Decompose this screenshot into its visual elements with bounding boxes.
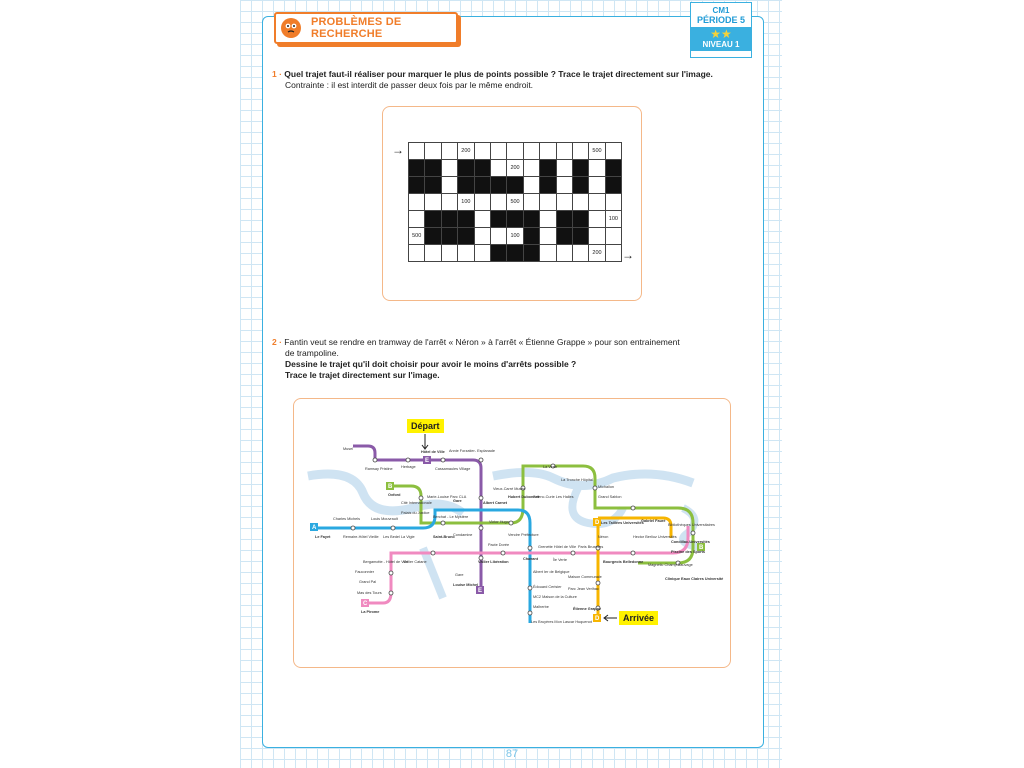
grid-cell[interactable] <box>474 211 490 228</box>
grid-cell-points[interactable]: 100 <box>605 211 621 228</box>
grid-row <box>409 143 622 160</box>
grid-cell-points[interactable]: 100 <box>458 194 474 211</box>
svg-text:Mas des Tours: Mas des Tours <box>357 591 382 595</box>
tram-line-a <box>315 510 530 623</box>
grid-cell[interactable] <box>589 211 605 228</box>
svg-text:Herbage: Herbage <box>401 465 416 469</box>
grid-cell-blocked[interactable] <box>540 160 556 177</box>
svg-text:Musel: Musel <box>343 447 354 451</box>
grid-cell-blocked[interactable] <box>507 177 523 194</box>
svg-text:La Tronche Hôpital: La Tronche Hôpital <box>561 478 593 482</box>
svg-text:Hubert Dubonnet: Hubert Dubonnet <box>508 495 540 499</box>
grid-cell-blocked[interactable] <box>409 177 425 194</box>
grid-cell[interactable] <box>409 211 425 228</box>
grid-cell-blocked[interactable] <box>425 177 441 194</box>
grid-cell[interactable] <box>441 177 457 194</box>
grid-row <box>409 211 622 228</box>
svg-text:Annie Forzatier- Esplanade: Annie Forzatier- Esplanade <box>449 449 496 453</box>
grid-cell-blocked[interactable] <box>409 160 425 177</box>
grid-cell[interactable] <box>425 194 441 211</box>
svg-text:B: B <box>388 484 393 490</box>
grid-cell-points[interactable]: 200 <box>458 143 474 160</box>
svg-text:La Verte: La Verte <box>543 465 558 469</box>
grid-cell[interactable] <box>556 143 572 160</box>
svg-text:Cassamaules Village: Cassamaules Village <box>435 467 471 471</box>
period-label: PÉRIODE 5 <box>696 15 745 25</box>
grid-cell[interactable] <box>425 245 441 262</box>
grid-cell-blocked[interactable] <box>523 211 539 228</box>
grid-cell[interactable] <box>490 194 506 211</box>
svg-text:Néron: Néron <box>598 535 609 539</box>
grid-cell-blocked[interactable] <box>572 211 588 228</box>
grid-cell[interactable] <box>490 228 506 245</box>
svg-text:Le Fayet: Le Fayet <box>315 535 331 539</box>
tram-map[interactable] <box>293 398 731 668</box>
grid-cell[interactable] <box>589 194 605 211</box>
grid-cell[interactable] <box>540 194 556 211</box>
svg-text:Les Bedel La Vigie: Les Bedel La Vigie <box>383 535 415 539</box>
grid-cell[interactable] <box>441 245 457 262</box>
svg-text:Pacte Dorée: Pacte Dorée <box>488 543 510 547</box>
grid-cell-blocked[interactable] <box>556 228 572 245</box>
grid-cell-blocked[interactable] <box>458 160 474 177</box>
grid-cell[interactable] <box>441 194 457 211</box>
svg-text:Cité Internationale: Cité Internationale <box>401 501 432 505</box>
grid-cell[interactable] <box>458 245 474 262</box>
svg-text:Île Verte: Île Verte <box>553 558 567 562</box>
end-label: Arrivée <box>619 611 658 625</box>
grid-cell-blocked[interactable] <box>490 177 506 194</box>
grid-cell-blocked[interactable] <box>458 211 474 228</box>
points-grid[interactable] <box>408 142 622 262</box>
question-2-line1: Fantin veut se rendre en tramway de l'arrêt « Néron » à l'arrêt « Étienne Grappe » pour son entrainement <box>284 337 680 347</box>
svg-text:Marie-Louise Parc CLA: Marie-Louise Parc CLA <box>427 495 467 499</box>
grid-cell-points[interactable]: 500 <box>507 194 523 211</box>
grid-cell-blocked[interactable] <box>425 160 441 177</box>
grid-cell[interactable] <box>409 194 425 211</box>
grid-cell-blocked[interactable] <box>572 228 588 245</box>
svg-text:Michallon: Michallon <box>598 485 615 489</box>
grid-cell[interactable] <box>589 160 605 177</box>
grid-cell-blocked[interactable] <box>474 160 490 177</box>
grid-cell-points[interactable]: 100 <box>507 228 523 245</box>
grid-cell[interactable] <box>474 143 490 160</box>
svg-text:MC2 Maison de la Culture: MC2 Maison de la Culture <box>533 595 577 599</box>
grid-cell[interactable] <box>523 177 539 194</box>
question-2-number: 2 <box>272 337 277 347</box>
svg-text:Chavant: Chavant <box>523 557 538 561</box>
svg-text:C: C <box>363 601 368 607</box>
grid-cell[interactable] <box>425 143 441 160</box>
svg-text:Clinique Eaux Claires Universi: Clinique Eaux Claires Université <box>665 577 724 581</box>
svg-text:Malherbe: Malherbe <box>533 605 549 609</box>
grid-cell-blocked[interactable] <box>523 228 539 245</box>
svg-text:Bibliothèques Universitaires: Bibliothèques Universitaires <box>668 523 715 527</box>
grid-cell-blocked[interactable] <box>605 177 621 194</box>
svg-text:Louise Michel: Louise Michel <box>453 583 479 587</box>
svg-text:Piscine des Sports: Piscine des Sports <box>671 550 705 554</box>
grid-cell-blocked[interactable] <box>556 211 572 228</box>
smiley-icon <box>281 18 301 38</box>
grid-cell[interactable] <box>507 143 523 160</box>
grid-cell[interactable] <box>490 143 506 160</box>
svg-text:E: E <box>425 458 430 464</box>
grid-row <box>409 194 622 211</box>
svg-text:Saint-Bruno: Saint-Bruno <box>433 535 455 539</box>
svg-text:Fauconnier: Fauconnier <box>355 570 374 574</box>
grid-cell[interactable] <box>441 143 457 160</box>
river <box>423 548 443 598</box>
svg-text:Albert Ier de Belgique: Albert Ier de Belgique <box>533 570 570 574</box>
svg-text:Louis Mouvrault: Louis Mouvrault <box>371 517 398 521</box>
question-1: 1 · Quel trajet faut-il réaliser pour marquer le plus de points possible ? Trace le trajet directement sur l'image. Contrainte : il est interdit de passer deux fois par le même endroit. <box>272 69 713 90</box>
svg-text:Parc Jean Verlhac: Parc Jean Verlhac <box>568 587 599 591</box>
grid-cell[interactable] <box>605 245 621 262</box>
grid-row <box>409 245 622 262</box>
grid-cell-blocked[interactable] <box>507 245 523 262</box>
grid-cell-blocked[interactable] <box>507 211 523 228</box>
svg-text:D: D <box>595 520 600 526</box>
grid-cell[interactable] <box>540 211 556 228</box>
svg-text:Bergamotte - Hôtel de Ville: Bergamotte - Hôtel de Ville <box>363 560 409 564</box>
question-2: 2 · Fantin veut se rendre en tramway de l'arrêt « Néron » à l'arrêt « Étienne Grappe » pour son entrainement de trampoline. Dessine le trajet qu'il doit choisir pour avoir le moins d'arrêts possible ? Trace le trajet directement sur l'image. <box>272 337 680 380</box>
grid-row <box>409 177 622 194</box>
grid-cell-blocked[interactable] <box>572 160 588 177</box>
grid-cell[interactable] <box>605 143 621 160</box>
line-badges <box>310 456 705 622</box>
svg-text:Vendre Préfecture: Vendre Préfecture <box>508 533 539 537</box>
svg-text:Gare: Gare <box>455 573 464 577</box>
grid-cell-points[interactable]: 500 <box>589 143 605 160</box>
svg-text:Vallier Catane: Vallier Catane <box>403 560 427 564</box>
svg-text:Grand Sablon: Grand Sablon <box>598 495 622 499</box>
class-label: CM1 <box>712 6 730 15</box>
grid-cell-blocked[interactable] <box>425 211 441 228</box>
svg-text:Palais du Justice: Palais du Justice <box>401 511 430 515</box>
svg-text:Hôtel de Ville: Hôtel de Ville <box>421 450 445 454</box>
grid-cell-blocked[interactable] <box>490 245 506 262</box>
svg-text:Scienc-Curie Les Halles: Scienc-Curie Les Halles <box>533 495 574 499</box>
grid-cell-blocked[interactable] <box>458 228 474 245</box>
grid-cell[interactable] <box>409 143 425 160</box>
svg-text:Les Bruyères Mon Lascar Huquen: Les Bruyères Mon Lascar Huquenot <box>531 620 592 624</box>
grid-cell[interactable] <box>540 228 556 245</box>
grid-cell-points[interactable]: 500 <box>409 228 425 245</box>
section-banner <box>274 12 458 44</box>
grid-cell[interactable] <box>540 143 556 160</box>
svg-text:Bourgeois Belledonne: Bourgeois Belledonne <box>603 560 644 564</box>
svg-text:A: A <box>312 525 317 531</box>
grid-cell[interactable] <box>540 245 556 262</box>
grid-cell[interactable] <box>556 245 572 262</box>
question-2-line3: Dessine le trajet qu'il doit choisir pour avoir le moins d'arrêts possible ? <box>285 359 577 369</box>
tram-line-d <box>598 518 671 616</box>
svg-text:La Pirome: La Pirome <box>361 610 380 614</box>
svg-text:Vieux-Carré Musée: Vieux-Carré Musée <box>493 487 526 491</box>
grid-cell[interactable] <box>589 228 605 245</box>
level-badge <box>690 2 752 58</box>
question-2-line4: Trace le trajet directement sur l'image. <box>285 370 440 380</box>
grid-cell[interactable] <box>441 160 457 177</box>
section-title: PROBLÈMES DE RECHERCHE <box>311 16 402 40</box>
grid-cell[interactable] <box>589 177 605 194</box>
grid-cell[interactable] <box>572 143 588 160</box>
svg-text:Grenette Hôtel de Ville: Grenette Hôtel de Ville <box>538 545 577 549</box>
grid-cell-points[interactable]: 200 <box>589 245 605 262</box>
page-number: 87 <box>505 748 519 760</box>
svg-text:Gabriel Fauré: Gabriel Fauré <box>641 519 666 523</box>
grid-cell-blocked[interactable] <box>425 228 441 245</box>
question-1-number: 1 <box>272 69 277 79</box>
grid-cell[interactable] <box>605 194 621 211</box>
grid-cell[interactable] <box>474 228 490 245</box>
svg-text:Paris Bruxelles: Paris Bruxelles <box>578 545 604 549</box>
level-stars-strip <box>691 27 751 51</box>
svg-text:Albert Carnet: Albert Carnet <box>483 501 508 505</box>
grid-cell-blocked[interactable] <box>490 211 506 228</box>
svg-text:Oxford: Oxford <box>388 493 401 497</box>
grid-cell-blocked[interactable] <box>441 228 457 245</box>
question-1-constraint: Contrainte : il est interdit de passer deux fois par le même endroit. <box>285 80 534 90</box>
svg-text:Les Taillées Universités: Les Taillées Universités <box>601 521 644 525</box>
grid-cell-blocked[interactable] <box>572 177 588 194</box>
svg-text:Maison Communale: Maison Communale <box>568 575 602 579</box>
grid-cell-blocked[interactable] <box>441 211 457 228</box>
svg-text:B: B <box>699 545 704 551</box>
svg-text:Magnetic Champ Sauvage: Magnetic Champ Sauvage <box>648 563 693 567</box>
svg-text:Condillac-Universités: Condillac-Universités <box>671 540 710 544</box>
grid-cell[interactable] <box>523 160 539 177</box>
grid-cell-blocked[interactable] <box>540 177 556 194</box>
grid-cell[interactable] <box>474 194 490 211</box>
svg-text:D: D <box>595 616 600 622</box>
grid-cell[interactable] <box>409 245 425 262</box>
river <box>308 474 463 513</box>
svg-text:E: E <box>478 588 483 594</box>
svg-text:Charles Michels: Charles Michels <box>333 517 361 521</box>
grid-cell[interactable] <box>490 160 506 177</box>
end-arrow-icon: → <box>622 248 634 262</box>
svg-text:Grand Pal: Grand Pal <box>359 580 377 584</box>
svg-text:Vallier Libération: Vallier Libération <box>478 560 509 564</box>
svg-text:Remaire-Hôtel Vieille: Remaire-Hôtel Vieille <box>343 535 379 539</box>
start-arrow-icon: → <box>392 143 404 157</box>
svg-text:Victor Hugo: Victor Hugo <box>489 520 509 524</box>
grid-cell-blocked[interactable] <box>458 177 474 194</box>
grid-row <box>409 228 622 245</box>
question-2-line2: de trampoline. <box>285 348 339 358</box>
grid-row <box>409 160 622 177</box>
question-1-line1: Quel trajet faut-il réaliser pour marquer le plus de points possible ? Trace le trajet directement sur l'image. <box>284 69 713 79</box>
grid-cell[interactable] <box>556 194 572 211</box>
start-label: Départ <box>407 419 444 433</box>
grid-cell-blocked[interactable] <box>523 245 539 262</box>
svg-text:Berchat - Le Mystère: Berchat - Le Mystère <box>433 515 469 519</box>
star-icon: ★★ <box>710 27 732 41</box>
svg-text:Gare: Gare <box>453 499 462 503</box>
grid-cell-points[interactable]: 200 <box>507 160 523 177</box>
svg-text:Condamine: Condamine <box>453 533 473 537</box>
grid-cell[interactable] <box>556 177 572 194</box>
grid-cell[interactable] <box>474 245 490 262</box>
grid-cell[interactable] <box>556 160 572 177</box>
level-label: NIVEAU 1 <box>702 40 740 49</box>
svg-text:Édouard Cerisier: Édouard Cerisier <box>533 585 562 589</box>
grid-cell[interactable] <box>605 228 621 245</box>
grid-cell[interactable] <box>572 194 588 211</box>
grid-cell-blocked[interactable] <box>605 160 621 177</box>
svg-text:Ramsay Pristine: Ramsay Pristine <box>365 467 393 471</box>
svg-text:Étienne Grappe: Étienne Grappe <box>573 607 602 611</box>
grid-cell[interactable] <box>523 143 539 160</box>
grid-cell[interactable] <box>523 194 539 211</box>
grid-cell[interactable] <box>572 245 588 262</box>
grid-cell-blocked[interactable] <box>474 177 490 194</box>
svg-text:Hector Berlioz Universités: Hector Berlioz Universités <box>633 535 677 539</box>
